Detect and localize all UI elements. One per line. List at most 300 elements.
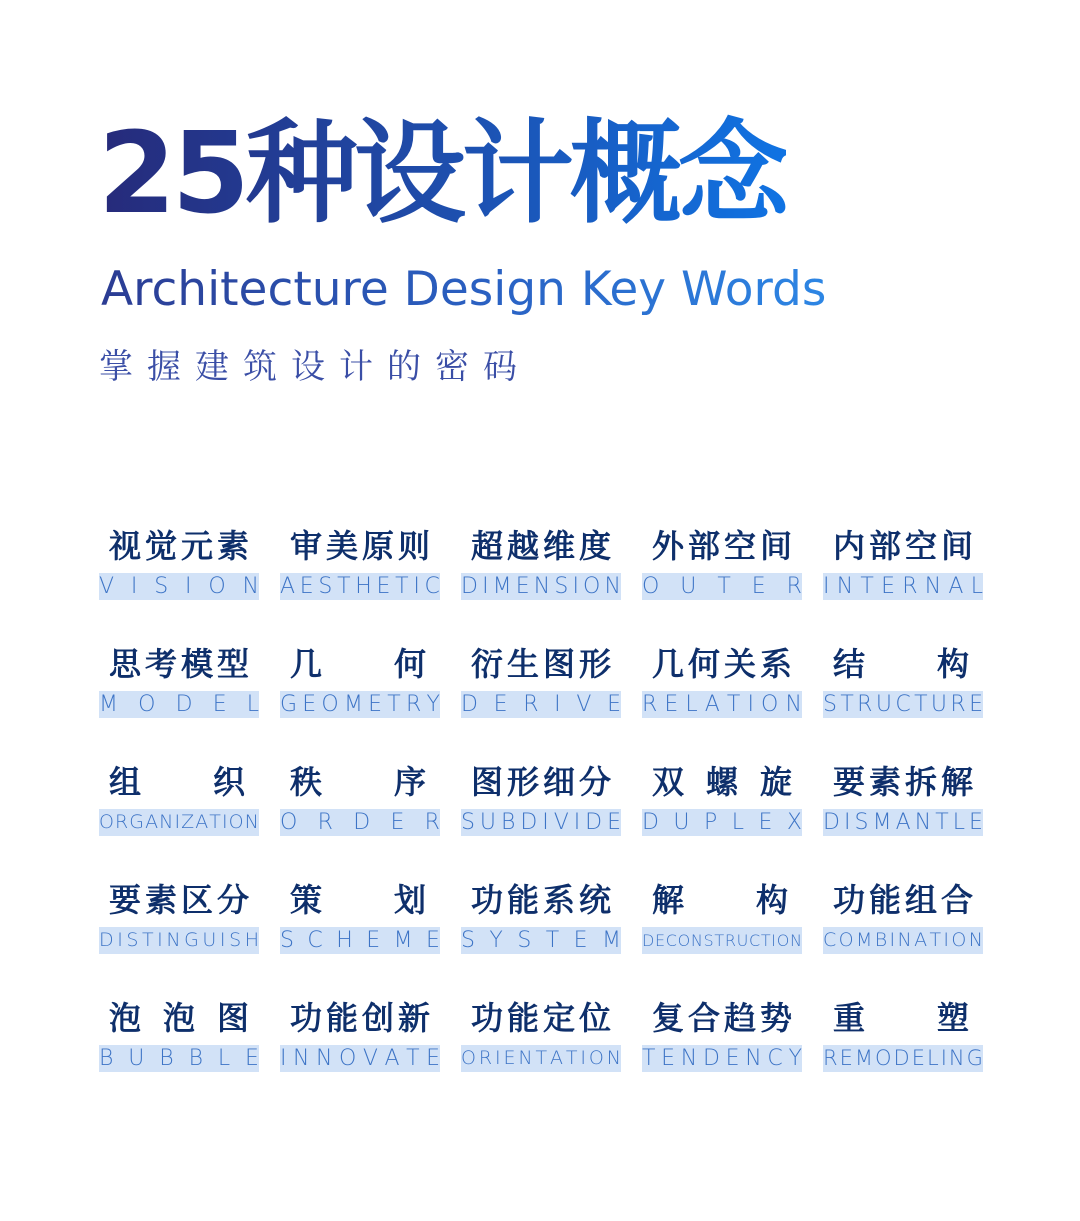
- keyword-cn-char: 区: [180, 881, 213, 919]
- keyword-en-char: O: [208, 574, 226, 599]
- keyword-cn: [280, 878, 440, 922]
- page-title: 25种设计概念: [98, 104, 786, 244]
- keyword-en-char: L: [731, 810, 745, 835]
- keyword-en-char: O: [321, 692, 339, 717]
- keyword-item: [99, 756, 259, 832]
- keyword-item: [280, 638, 440, 717]
- keyword-en-char: R: [478, 1047, 493, 1069]
- keyword-en-char: N: [745, 1046, 762, 1071]
- keyword-cn-char: 何: [687, 645, 720, 683]
- keyword-cn-char: 部: [687, 527, 720, 565]
- keyword-item: [99, 874, 259, 950]
- keyword-en-char: L: [952, 810, 965, 835]
- keyword-cn-char: 几: [290, 645, 323, 683]
- keyword-cn-char: 秩: [290, 763, 323, 801]
- keyword-en-char: R: [424, 810, 440, 835]
- keyword-cn-char: 螺: [705, 763, 738, 801]
- keyword-item: [823, 992, 983, 1068]
- keyword-cn-char: 泡: [109, 999, 142, 1037]
- keyword-cn-char: 素: [868, 763, 901, 801]
- keyword-en-char: M: [872, 810, 892, 835]
- keyword-cn-char: 要: [833, 763, 866, 801]
- keyword-en-char: L: [685, 692, 698, 717]
- keyword-item: [461, 638, 621, 717]
- keyword-cn-char: 要: [109, 881, 142, 919]
- keyword-en-char: S: [461, 810, 475, 835]
- keyword-en-char: S: [126, 929, 139, 951]
- keyword-en-char: T: [860, 574, 874, 599]
- keyword-en-char: G: [129, 811, 145, 833]
- keyword-en-char: T: [840, 692, 854, 717]
- keyword-en-char: R: [115, 811, 129, 833]
- keyword-en: [823, 691, 983, 718]
- keyword-en-char: N: [533, 574, 551, 599]
- keyword-cn-char: 功: [833, 881, 866, 919]
- keyword-en-char: T: [209, 811, 221, 833]
- keyword-cn: [642, 524, 802, 568]
- keyword-en-char: T: [914, 692, 928, 717]
- keyword-en-char: N: [924, 574, 942, 599]
- keyword-cn-char: 则: [397, 527, 430, 565]
- keyword-cn: [280, 996, 440, 1040]
- keyword-en-char: E: [212, 692, 227, 717]
- keyword-en-char: U: [875, 692, 892, 717]
- keyword-en: [280, 691, 440, 718]
- keyword-en-char: N: [159, 811, 174, 833]
- keyword-en-char: H: [355, 574, 372, 599]
- keyword-en-char: R: [823, 1046, 838, 1070]
- keyword-en-char: T: [717, 574, 731, 599]
- keyword-en-char: R: [405, 692, 422, 717]
- keyword-en-char: E: [376, 574, 391, 599]
- keyword-cn-char: 定: [542, 999, 575, 1037]
- keyword-cn-char: 审: [290, 527, 323, 565]
- keyword-en-char: E: [493, 692, 508, 717]
- keyword-cn: [461, 524, 621, 568]
- keyword-item: [280, 992, 440, 1071]
- keyword-en-char: I: [844, 810, 851, 835]
- keyword-en-char: U: [673, 810, 690, 835]
- keyword-en-char: N: [785, 692, 802, 717]
- keyword-en-char: A: [384, 1046, 400, 1071]
- keyword-en-char: O: [588, 1047, 604, 1069]
- keyword-en-char: S: [154, 574, 169, 599]
- keyword-en-char: S: [318, 574, 333, 599]
- keyword-cn: [642, 760, 802, 804]
- keyword-en-char: U: [680, 574, 697, 599]
- keyword-cn-char: 构: [936, 645, 969, 683]
- keyword-cn-char: 间: [759, 527, 792, 565]
- keyword-en-char: A: [145, 811, 159, 833]
- keyword-en-char: V: [99, 574, 115, 599]
- keyword-en: [461, 927, 621, 954]
- keyword-en-char: B: [188, 1046, 203, 1071]
- keyword-en-char: U: [736, 931, 749, 950]
- keyword-en-char: E: [607, 810, 621, 835]
- keyword-en-char: E: [655, 931, 666, 950]
- keyword-en-char: I: [823, 574, 830, 599]
- keyword-en-char: I: [554, 692, 561, 717]
- keyword-item: [823, 520, 983, 599]
- keyword-en-char: I: [413, 574, 420, 599]
- keyword-en: [99, 927, 259, 954]
- keyword-en-char: I: [130, 574, 138, 599]
- keyword-cn: [823, 996, 983, 1040]
- keyword-en: [642, 809, 802, 836]
- keyword-en-char: S: [554, 574, 569, 599]
- keyword-cn-char: 空: [904, 527, 937, 565]
- keyword-cn-char: 统: [578, 881, 611, 919]
- keyword-cn-char: 功: [471, 999, 504, 1037]
- keyword-en-char: D: [461, 574, 478, 599]
- keyword-en-char: R: [902, 574, 918, 599]
- keyword-item: [823, 756, 983, 835]
- keyword-en-char: E: [725, 1046, 740, 1071]
- keyword-cn-char: 泡: [162, 999, 195, 1037]
- keyword-en-char: T: [545, 928, 560, 953]
- keyword-cn-char: 结: [833, 645, 866, 683]
- keyword-en-char: R: [642, 692, 658, 717]
- keyword-en-char: V: [553, 810, 569, 835]
- keyword-en-char: E: [664, 692, 679, 717]
- keyword-en: [461, 573, 621, 600]
- keyword-en-char: I: [940, 1046, 947, 1070]
- keyword-en-char: U: [202, 929, 217, 951]
- keyword-en-char: R: [724, 931, 736, 950]
- keyword-en-char: N: [680, 1046, 698, 1071]
- keyword-en-char: D: [823, 810, 840, 835]
- keyword-cn-char: 越: [506, 527, 539, 565]
- keyword-cn-char: 超: [471, 527, 504, 565]
- keyword-en-char: E: [426, 928, 440, 953]
- keyword-en-char: O: [951, 929, 967, 951]
- keyword-en-char: I: [221, 811, 228, 833]
- keyword-en-char: I: [174, 811, 181, 833]
- keyword-en-char: L: [926, 1046, 939, 1070]
- keyword-item: [642, 520, 802, 599]
- keyword-cn: [461, 996, 621, 1040]
- keyword-en-char: B: [500, 810, 516, 835]
- keyword-en-char: O: [875, 1046, 892, 1070]
- keyword-en-char: L: [246, 692, 259, 717]
- keyword-en-char: C: [823, 929, 837, 951]
- keyword-en-char: A: [280, 574, 296, 599]
- keyword-cn-char: 构: [755, 881, 788, 919]
- keyword-en-char: R: [786, 574, 802, 599]
- keyword-cn: [461, 642, 621, 686]
- keyword-en: [99, 573, 259, 600]
- keyword-en-char: B: [99, 1046, 114, 1071]
- keyword-en-char: T: [565, 1047, 578, 1069]
- keyword-en-char: D: [353, 810, 371, 835]
- keyword-en-char: O: [776, 931, 790, 950]
- keyword-en-char: A: [948, 574, 964, 599]
- keyword-en-char: S: [280, 928, 294, 953]
- keyword-en-char: E: [515, 574, 530, 599]
- keyword-cn: [642, 878, 802, 922]
- keyword-en-char: T: [726, 692, 741, 717]
- keyword-cn-char: 能: [325, 999, 358, 1037]
- keyword-en-char: D: [520, 810, 538, 835]
- keyword-en-char: M: [492, 574, 512, 599]
- keyword-en-char: V: [362, 1046, 378, 1071]
- keyword-en-char: S: [461, 928, 475, 953]
- keyword-en-char: X: [786, 810, 802, 835]
- keyword-en-char: U: [128, 1046, 145, 1071]
- keyword-cn-char: 外: [652, 527, 685, 565]
- keyword-en-char: T: [142, 929, 154, 951]
- keyword-cn-char: 塑: [936, 999, 969, 1037]
- keyword-en-char: I: [747, 692, 754, 717]
- keyword-cn-char: 划: [393, 881, 426, 919]
- keyword-item: [280, 520, 440, 599]
- keyword-en-char: E: [751, 574, 766, 599]
- keyword-cn-char: 趋: [723, 999, 756, 1037]
- chinese-subtitle: 掌握建筑设计的密码: [99, 347, 531, 387]
- keyword-cn-char: 度: [578, 527, 611, 565]
- keyword-cn-char: 何: [393, 645, 426, 683]
- keyword-en-char: A: [195, 811, 209, 833]
- keyword-en-char: A: [895, 810, 911, 835]
- keyword-cn: [99, 878, 259, 922]
- keyword-cn-char: 细: [542, 763, 575, 801]
- keyword-cn-char: 生: [506, 645, 539, 683]
- keyword-en: [823, 927, 983, 954]
- keyword-cn: [461, 878, 621, 922]
- keyword-en-char: E: [661, 1046, 676, 1071]
- keyword-cn-char: 形: [578, 645, 611, 683]
- keyword-en-char: N: [968, 929, 983, 951]
- keyword-en-char: O: [228, 811, 244, 833]
- keyword-cn: [642, 642, 802, 686]
- keyword-en-char: R: [317, 810, 333, 835]
- keyword-en-char: E: [911, 1046, 925, 1070]
- keyword-en-char: T: [406, 1046, 420, 1071]
- keyword-cn-char: 型: [216, 645, 249, 683]
- keyword-en-char: N: [836, 574, 854, 599]
- keyword-cn: [823, 524, 983, 568]
- keyword-en-char: C: [749, 931, 761, 950]
- keyword-cn: [99, 524, 259, 568]
- keyword-en-char: C: [665, 931, 677, 950]
- keyword-en-char: E: [299, 574, 314, 599]
- keyword-en-char: R: [950, 692, 966, 717]
- keyword-en-char: A: [914, 929, 928, 951]
- keyword-item: [461, 874, 621, 953]
- keyword-en-char: I: [572, 574, 579, 599]
- keyword-en-char: D: [893, 1046, 910, 1070]
- keyword-en-char: M: [393, 928, 413, 953]
- keyword-en-char: V: [576, 692, 592, 717]
- keyword-en-char: T: [935, 810, 949, 835]
- keyword-item: [280, 874, 440, 953]
- keyword-en-char: R: [523, 692, 539, 717]
- keyword-cn-char: 系: [542, 881, 575, 919]
- keyword-en-char: E: [366, 928, 381, 953]
- keyword-cn-char: 内: [833, 527, 866, 565]
- keyword-en-char: G: [280, 692, 298, 717]
- keyword-cn: [99, 996, 259, 1040]
- keyword-cn-char: 思: [109, 645, 142, 683]
- keyword-cn-char: 考: [144, 645, 177, 683]
- keyword-en-char: T: [337, 574, 351, 599]
- keyword-cn-char: 解: [940, 763, 973, 801]
- keyword-cn: [280, 760, 440, 804]
- keyword-cn-char: 图: [471, 763, 504, 801]
- keyword-cn-char: 分: [578, 763, 611, 801]
- keyword-en-char: T: [929, 929, 942, 951]
- keyword-en-char: N: [789, 931, 802, 950]
- keyword-en-char: O: [339, 1046, 357, 1071]
- keyword-en: [280, 809, 440, 836]
- keyword-en-char: T: [387, 692, 401, 717]
- keyword-cn-char: 空: [723, 527, 756, 565]
- keyword-en: [280, 573, 440, 600]
- keyword-en-char: O: [99, 811, 114, 833]
- keyword-cn-char: 素: [144, 881, 177, 919]
- keyword-en-char: O: [642, 574, 660, 599]
- keyword-en-char: D: [642, 810, 659, 835]
- english-subtitle: Architecture Design Key Words: [101, 262, 827, 317]
- keyword-en-char: S: [823, 692, 837, 717]
- keyword-cn-char: 合: [940, 881, 973, 919]
- keyword-en-char: E: [758, 810, 773, 835]
- keyword-en: [461, 809, 621, 836]
- keyword-en-char: E: [368, 692, 383, 717]
- keyword-cn-char: 双: [652, 763, 685, 801]
- keyword-en-char: I: [889, 929, 896, 951]
- keyword-cn-char: 新: [397, 999, 430, 1037]
- keyword-cn-char: 素: [216, 527, 249, 565]
- keyword-cn-char: 功: [471, 881, 504, 919]
- keyword-cn-char: 策: [290, 881, 323, 919]
- keyword-en: [642, 1045, 802, 1072]
- keyword-cn: [280, 524, 440, 568]
- keyword-en-char: T: [760, 931, 771, 950]
- keyword-cn-char: 织: [212, 763, 245, 801]
- keyword-en-char: N: [293, 1046, 310, 1071]
- keyword-en-char: L: [217, 1046, 231, 1071]
- keyword-en-char: I: [117, 929, 123, 951]
- keyword-en-char: S: [229, 929, 242, 951]
- keyword-en-char: B: [159, 1046, 174, 1071]
- keyword-en-char: E: [390, 810, 405, 835]
- keyword-en-char: E: [969, 810, 983, 835]
- keyword-en-char: O: [583, 574, 601, 599]
- keyword-en: [280, 1045, 440, 1072]
- keyword-cn-char: 模: [180, 645, 213, 683]
- keyword-en-char: E: [607, 692, 621, 717]
- keyword-en: [642, 573, 802, 600]
- keyword-en-char: D: [585, 810, 603, 835]
- keyword-en-char: U: [479, 810, 497, 835]
- keyword-en-char: Y: [489, 928, 503, 953]
- keyword-cn: [823, 760, 983, 804]
- keyword-cn-char: 间: [940, 527, 973, 565]
- keyword-cn-char: 系: [759, 645, 792, 683]
- keyword-en-char: N: [604, 574, 621, 599]
- keyword-en: [280, 927, 440, 954]
- keyword-en-char: N: [316, 1046, 333, 1071]
- keyword-en-char: R: [857, 692, 873, 717]
- keyword-en-char: O: [461, 1047, 476, 1069]
- keyword-en-char: C: [307, 928, 323, 953]
- keyword-en: [461, 691, 621, 718]
- keyword-cn-char: 能: [868, 881, 901, 919]
- keyword-en-char: E: [573, 928, 588, 953]
- keyword-cn-char: 解: [652, 881, 685, 919]
- keyword-en-char: M: [343, 692, 363, 717]
- keyword-en-char: I: [542, 810, 549, 835]
- keyword-en-char: N: [242, 574, 259, 599]
- keyword-item: [642, 874, 802, 950]
- keyword-cn-char: 视: [109, 527, 142, 565]
- keyword-cn-char: 美: [325, 527, 358, 565]
- keyword-item: [461, 756, 621, 835]
- keyword-en: [99, 691, 259, 718]
- keyword-en-char: S: [854, 810, 869, 835]
- keyword-en-char: E: [245, 1046, 259, 1071]
- keyword-en-char: E: [881, 574, 895, 599]
- keyword-en-char: O: [838, 929, 854, 951]
- keyword-en: [642, 927, 802, 954]
- keyword-cn-char: 维: [542, 527, 575, 565]
- keyword-en-char: N: [914, 810, 932, 835]
- keyword-en-char: Y: [426, 692, 440, 717]
- keyword-cn: [461, 760, 621, 804]
- keyword-en-char: C: [895, 692, 911, 717]
- keyword-en-char: N: [606, 1047, 621, 1069]
- keyword-en-char: D: [461, 692, 478, 717]
- keyword-en-char: I: [185, 574, 192, 599]
- keyword-en-char: B: [874, 929, 888, 951]
- keyword-cn-char: 元: [180, 527, 213, 565]
- keyword-en: [823, 809, 983, 836]
- keyword-cn-char: 关: [723, 645, 756, 683]
- keyword-en-char: G: [966, 1046, 983, 1070]
- keyword-cn: [642, 996, 802, 1040]
- keyword-en-char: E: [839, 1046, 853, 1070]
- keyword-en-char: D: [642, 931, 655, 950]
- keyword-en-char: C: [767, 1046, 783, 1071]
- keyword-en: [461, 1045, 621, 1072]
- keyword-cn-char: 组: [109, 763, 142, 801]
- keyword-cn-char: 重: [833, 999, 866, 1037]
- keyword-en-char: I: [280, 1046, 287, 1071]
- keyword-cn-char: 创: [361, 999, 394, 1037]
- keyword-en-char: O: [761, 692, 779, 717]
- keyword-en-char: N: [948, 1046, 965, 1070]
- keyword-en-char: I: [943, 929, 950, 951]
- keyword-cn-char: 图: [542, 645, 575, 683]
- keyword-en-char: P: [704, 810, 718, 835]
- keyword-en-char: N: [897, 929, 912, 951]
- keyword-cn-char: 势: [759, 999, 792, 1037]
- keyword-en-char: I: [482, 574, 489, 599]
- keyword-cn-char: 位: [578, 999, 611, 1037]
- keyword-grid: [99, 520, 983, 1071]
- keyword-en-char: T: [395, 574, 409, 599]
- keyword-en-char: U: [930, 692, 948, 717]
- keyword-en-char: E: [503, 1047, 516, 1069]
- keyword-en-char: H: [244, 929, 259, 951]
- keyword-en-char: M: [99, 692, 118, 717]
- keyword-item: [642, 992, 802, 1071]
- keyword-cn-char: 原: [361, 527, 394, 565]
- keyword-cn: [99, 642, 259, 686]
- keyword-en-char: M: [602, 928, 621, 953]
- keyword-en-char: L: [970, 574, 983, 599]
